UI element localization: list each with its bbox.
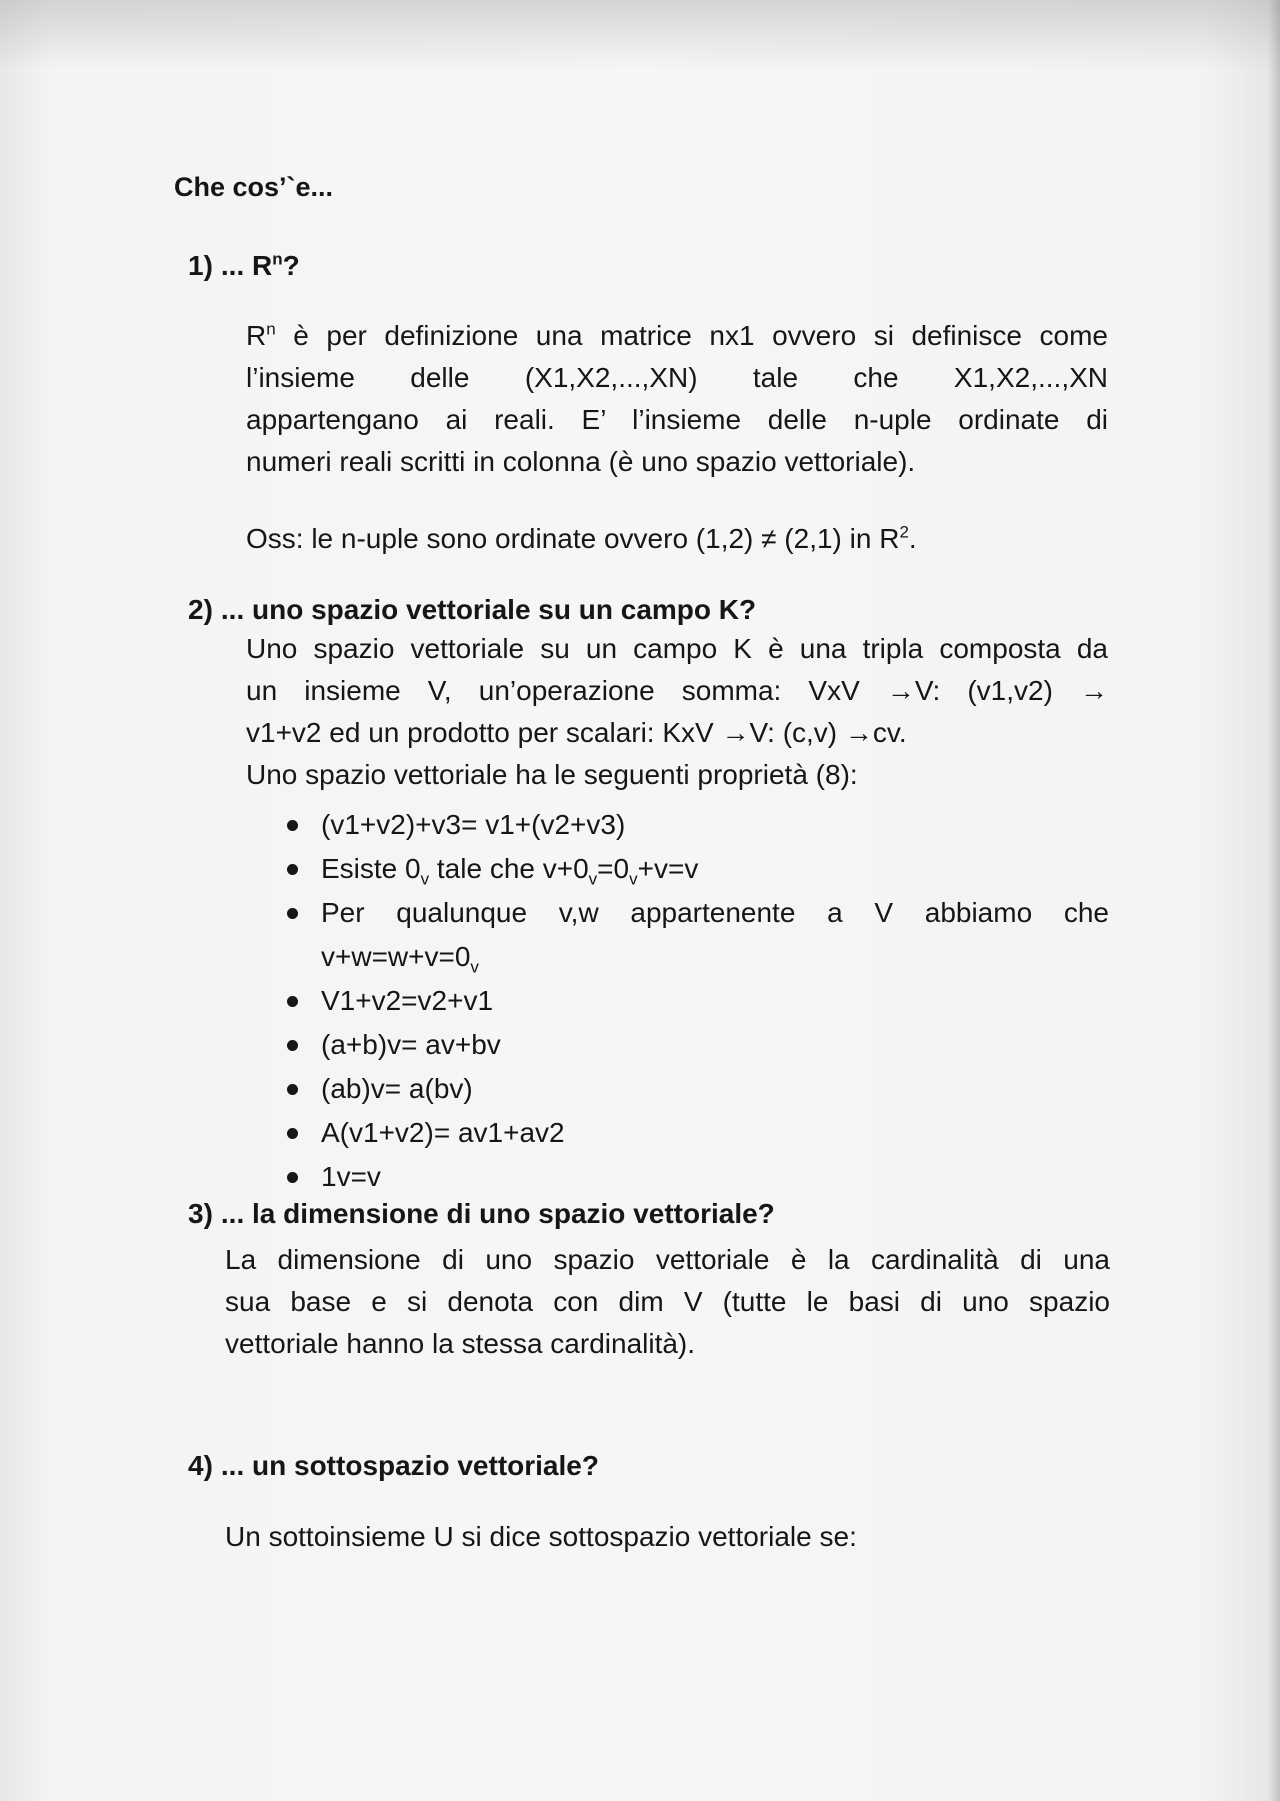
question-3-number: 3) bbox=[188, 1198, 213, 1229]
property-8: 1v=v bbox=[287, 1155, 1109, 1199]
answer-1-line-1 bbox=[246, 315, 1108, 357]
question-2-heading bbox=[188, 594, 756, 626]
property-5: (a+b)v= av+bv bbox=[287, 1023, 1109, 1067]
page-title: Che cos’`e... bbox=[174, 172, 334, 202]
question-4-answer: Un sottoinsieme U si dice sottospazio vettoriale se: bbox=[225, 1521, 857, 1552]
question-1-number: 1) bbox=[188, 250, 213, 281]
answer-2-line-1: Uno spazio vettoriale su un campo K è una tripla composta da bbox=[246, 633, 1108, 664]
question-1-title-end: ? bbox=[282, 250, 300, 281]
answer-1-rn-sup: n bbox=[266, 319, 276, 339]
answer-3-line-3: vettoriale hanno la stessa cardinalità). bbox=[225, 1328, 696, 1359]
property-2-b: tale che v+0 bbox=[429, 853, 589, 884]
question-1-title: ... R bbox=[220, 250, 273, 281]
property-3 bbox=[287, 891, 1109, 979]
answer-2-line-2: un insieme V, un’operazione somma: VxV →V: (v1,v2) → bbox=[246, 675, 1108, 706]
question-3-heading bbox=[188, 1198, 775, 1230]
answer-3-line-1: La dimensione di uno spazio vettoriale è la cardinalità di una bbox=[225, 1244, 1110, 1275]
question-4-title: ... un sottospazio vettoriale? bbox=[220, 1450, 599, 1481]
answer-3-line-2: sua base e si denota con dim V (tutte le basi di uno spazio bbox=[225, 1286, 1110, 1317]
answer-2-line-4: Uno spazio vettoriale ha le seguenti proprietà (8): bbox=[246, 759, 858, 790]
property-3-a: Per qualunque v,w appartenente a V abbiamo che bbox=[321, 897, 1109, 928]
property-3-cont bbox=[321, 935, 1109, 979]
property-2-a: Esiste 0 bbox=[321, 853, 421, 884]
property-4: V1+v2=v2+v1 bbox=[287, 979, 1109, 1023]
question-2-number: 2) bbox=[188, 594, 213, 625]
property-6: (ab)v= a(bv) bbox=[287, 1067, 1109, 1111]
answer-1-line-1-text: è per definizione una matrice nx1 ovvero si definisce come bbox=[275, 320, 1108, 351]
oss-end: . bbox=[908, 523, 917, 554]
question-3-title: ... la dimensione di uno spazio vettoriale? bbox=[220, 1198, 775, 1229]
property-2 bbox=[287, 847, 1109, 891]
question-1-oss bbox=[246, 518, 1108, 560]
oss-sup: 2 bbox=[899, 522, 909, 542]
question-2-answer bbox=[246, 628, 1108, 796]
question-1-title-sup: n bbox=[272, 249, 283, 269]
answer-1-line-4: numeri reali scritti in colonna (è uno spazio vettoriale). bbox=[246, 446, 916, 477]
property-2-c: =0 bbox=[597, 853, 630, 884]
answer-2-line-3: v1+v2 ed un prodotto per scalari: KxV →V: (c,v) →cv. bbox=[246, 717, 907, 748]
property-2-sub1: v bbox=[420, 869, 430, 889]
question-1-answer bbox=[246, 315, 1108, 483]
question-1-heading bbox=[188, 250, 300, 282]
answer-1-rn: R bbox=[246, 320, 267, 351]
property-3-b: v+w=w+v=0 bbox=[321, 941, 471, 972]
question-2-title: ... uno spazio vettoriale su un campo K? bbox=[220, 594, 757, 625]
question-4-number: 4) bbox=[188, 1450, 213, 1481]
property-1: (v1+v2)+v3= v1+(v2+v3) bbox=[287, 803, 1109, 847]
property-7: A(v1+v2)= av1+av2 bbox=[287, 1111, 1109, 1155]
property-2-d: +v=v bbox=[637, 853, 699, 884]
question-3-answer bbox=[225, 1239, 1110, 1365]
answer-1-line-3: appartengano ai reali. E’ l’insieme delle n-uple ordinate di bbox=[246, 404, 1108, 435]
oss-text: Oss: le n-uple sono ordinate ovvero (1,2) ≠ (2,1) in R bbox=[246, 523, 900, 554]
properties-list bbox=[287, 803, 1109, 1199]
question-4-heading bbox=[188, 1450, 599, 1482]
property-3-sub: v bbox=[470, 957, 479, 977]
property-2-sub2: v bbox=[588, 869, 598, 889]
property-2-sub3: v bbox=[629, 869, 638, 889]
answer-1-line-2: l’insieme delle (X1,X2,...,XN) tale che X1,X2,...,XN bbox=[246, 362, 1108, 393]
